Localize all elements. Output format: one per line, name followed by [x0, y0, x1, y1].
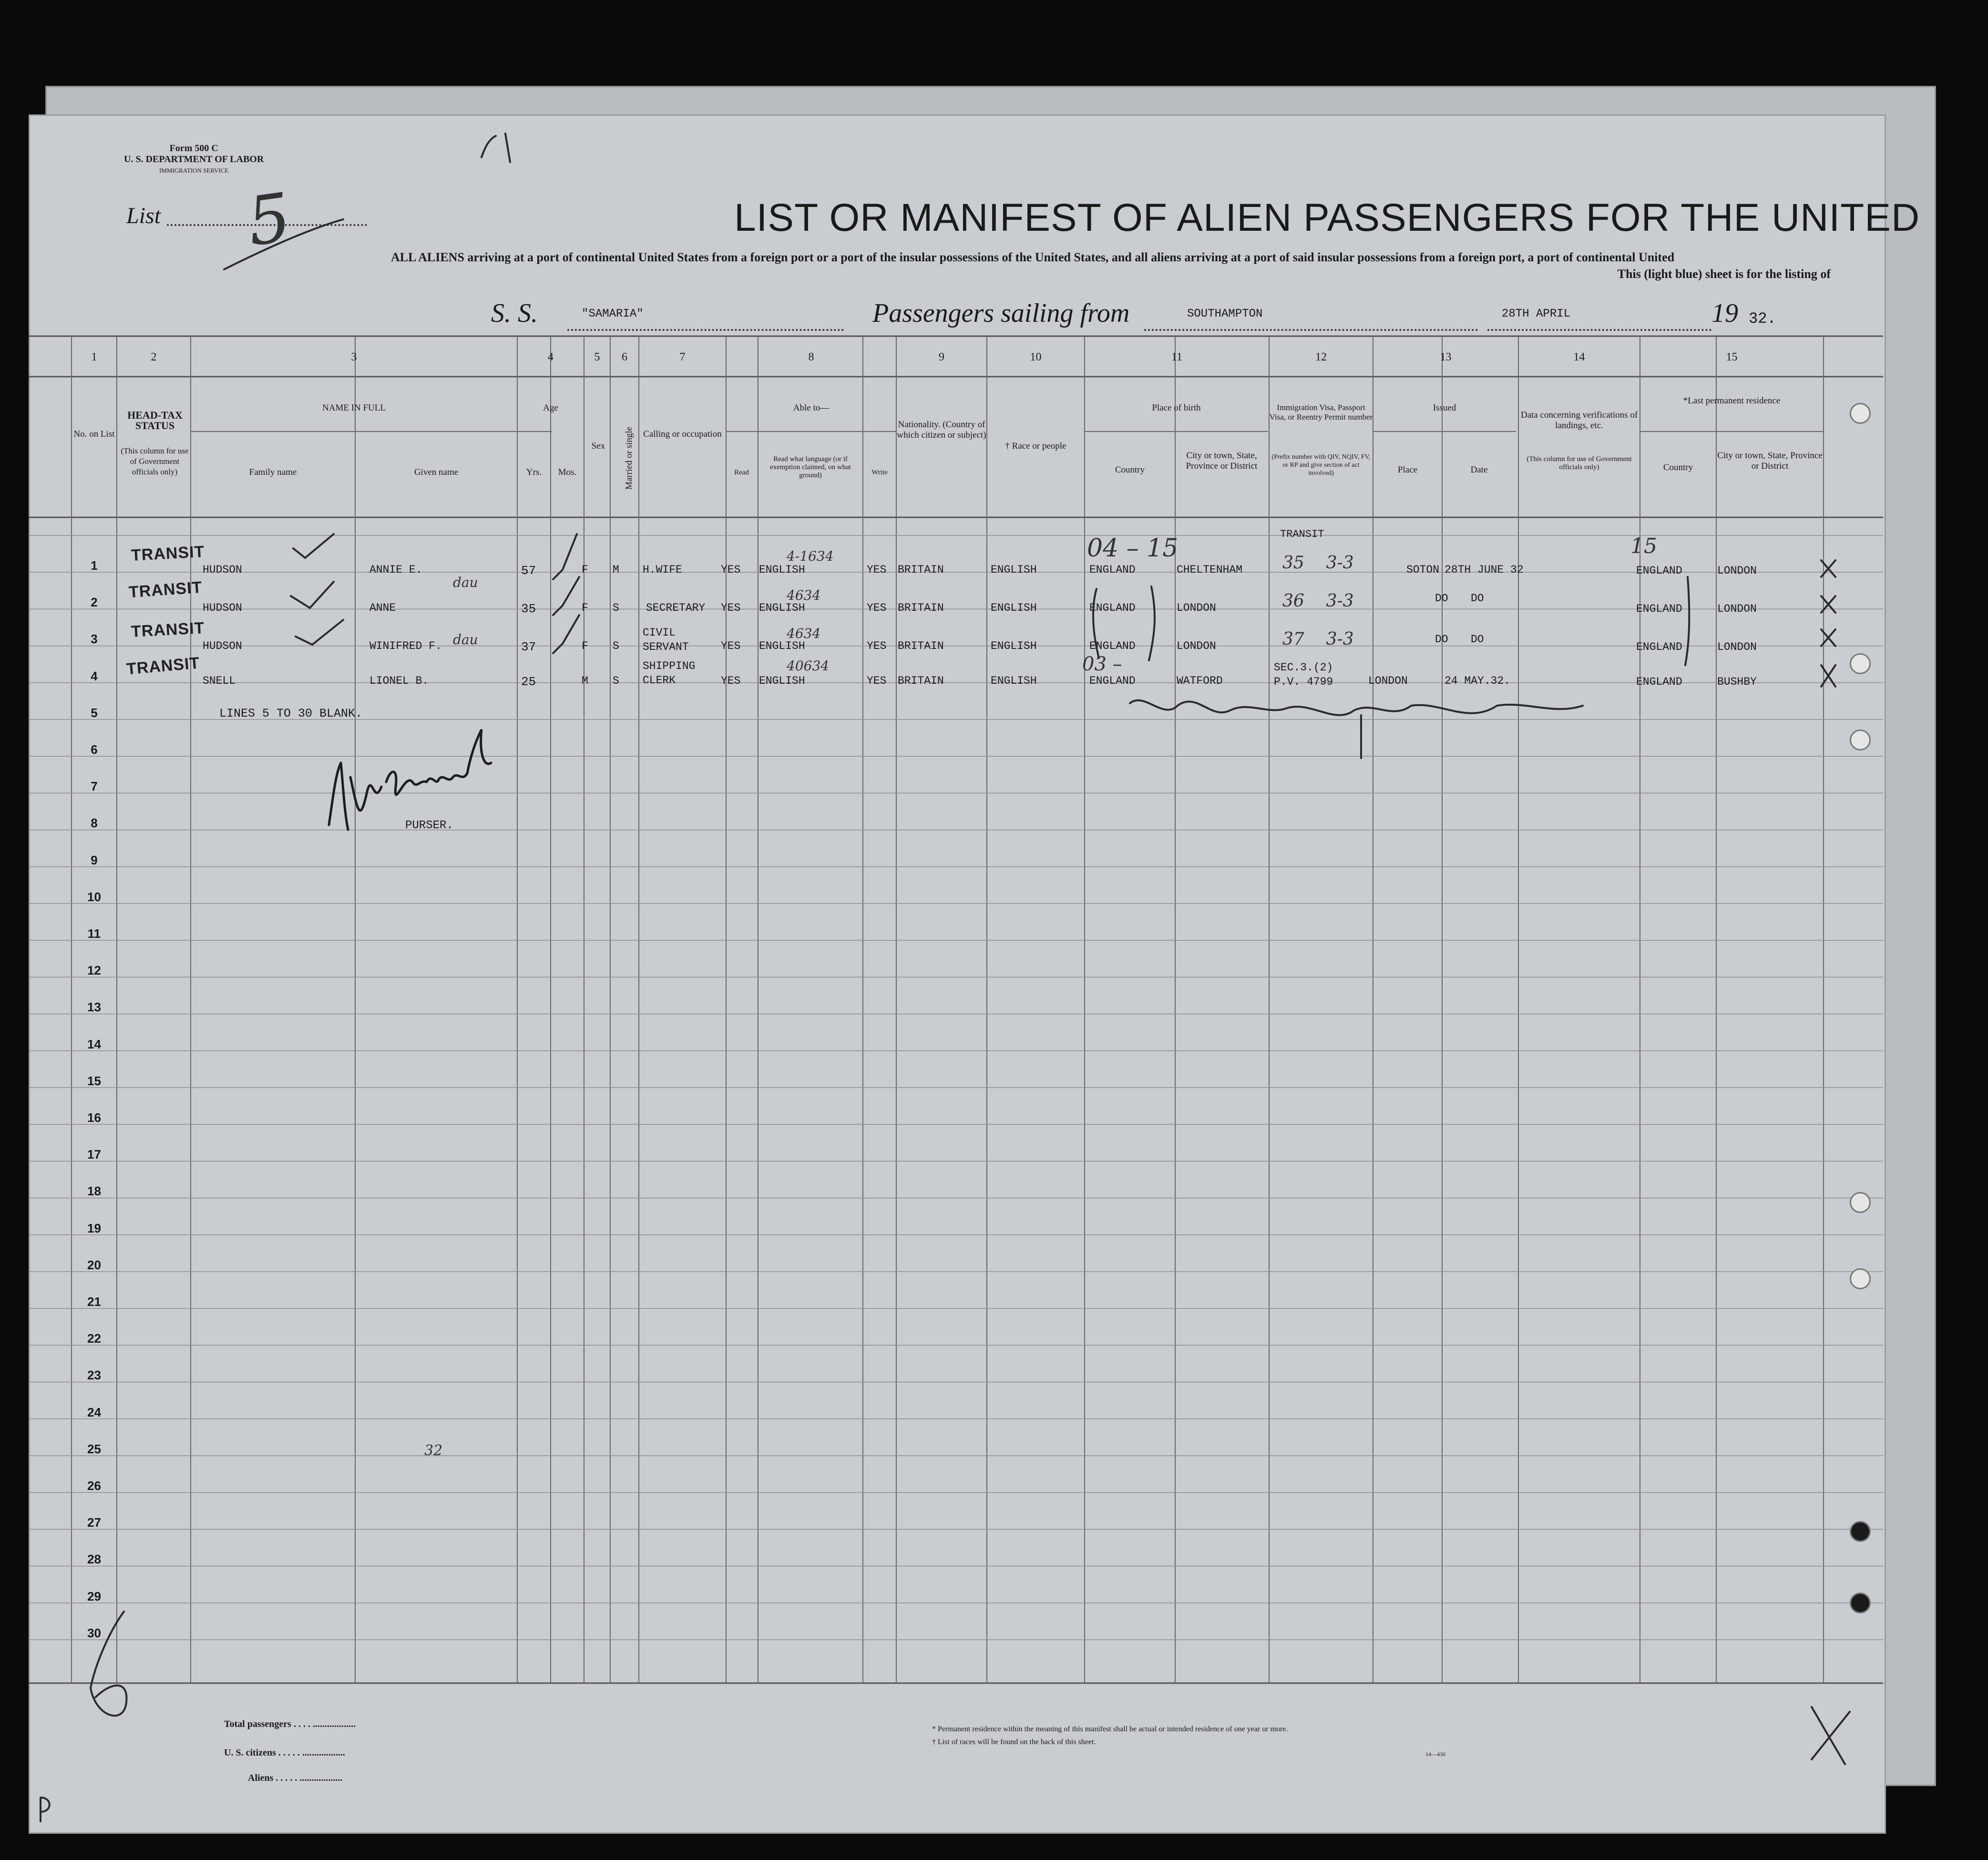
header-head-tax-note: (This column for use of Government officials only) [121, 446, 189, 476]
row-number: 1 [91, 558, 98, 573]
row-number: 25 [87, 1441, 101, 1456]
race: ENGLISH [991, 640, 1037, 652]
column-number: 10 [1030, 351, 1042, 363]
header-race: † Race or people [1005, 441, 1066, 451]
transit-stamp: TRANSIT [131, 618, 205, 641]
handwritten-lang-row2: 4634 [787, 587, 821, 603]
punch-hole [1850, 1521, 1871, 1542]
transit-stamp: TRANSIT [128, 578, 203, 602]
column-number: 5 [594, 351, 600, 363]
row-number: 17 [87, 1147, 101, 1162]
occupation: SHIPPING CLERK [643, 660, 696, 687]
column-number: 7 [679, 351, 686, 363]
header-issued-place: Place [1397, 465, 1418, 475]
column-number: 11 [1171, 351, 1183, 363]
header-no-on-list: No. on List [73, 429, 115, 439]
row-number: 27 [87, 1515, 101, 1530]
row-number: 10 [87, 889, 101, 904]
can-write: YES [867, 564, 887, 576]
visa-number: TRANSIT [1280, 528, 1324, 540]
handwritten-code-row1: 04 – 15 [1087, 534, 1178, 563]
marital-status: S [613, 675, 619, 687]
handwritten-note-row3: dau [453, 632, 478, 647]
birth-city: LONDON [1177, 640, 1216, 652]
row-number: 22 [87, 1331, 101, 1346]
birth-country: ENGLAND [1089, 675, 1136, 687]
list-number: 5 [243, 178, 296, 262]
header-nationality: Nationality. (Country of which citizen or subject) [897, 420, 986, 440]
handwritten-res-code: 15 [1630, 534, 1657, 558]
page-title: LIST OR MANIFEST OF ALIEN PASSENGERS FOR THE UNITED [734, 196, 1920, 239]
transit-stamp: TRANSIT [131, 542, 205, 565]
aliens-label: Aliens [248, 1773, 274, 1783]
row-number: 14 [87, 1037, 101, 1051]
column-number: 1 [91, 351, 97, 363]
given-name: ANNIE E. [369, 564, 422, 576]
column-number: 8 [808, 351, 814, 363]
handwritten-note-row2: dau [453, 575, 478, 590]
residence-country: ENGLAND [1636, 641, 1682, 653]
family-name: HUDSON [203, 602, 242, 614]
race: ENGLISH [991, 602, 1037, 614]
citizens-label: U. S. citizens [224, 1747, 276, 1758]
row-number: 24 [87, 1405, 101, 1419]
column-number: 15 [1726, 351, 1738, 363]
header-sex: Sex [591, 441, 605, 451]
residence-city: BUSHBY [1717, 676, 1757, 688]
header-write: Write [871, 469, 888, 476]
header-issued-date: Date [1470, 465, 1488, 475]
header-read: Read [734, 469, 749, 476]
footer-us-citizens: U. S. citizens . . . . . .................. [224, 1747, 345, 1758]
sex: F [582, 640, 588, 652]
residence-country: ENGLAND [1636, 676, 1682, 688]
subtitle-line-2: This (light blue) sheet is for the listing of [1617, 267, 1831, 281]
issued-date: DO [1471, 633, 1484, 646]
header-res-country: Country [1663, 462, 1693, 473]
nationality: BRITAIN [898, 640, 944, 652]
nationality: BRITAIN [898, 602, 944, 614]
race: ENGLISH [991, 675, 1037, 687]
family-name: HUDSON [203, 640, 242, 652]
header-age: Age [543, 403, 558, 413]
header-family-name: Family name [249, 467, 297, 477]
given-name: ANNE [369, 602, 396, 614]
transit-stamp: TRANSIT [125, 654, 201, 678]
handwritten-mark: 32 [424, 1442, 443, 1459]
family-name: HUDSON [203, 564, 242, 576]
header-data-note: (This column for use of Government officials only) [1527, 455, 1632, 471]
header-birth-city: City or town, State, Province or District [1186, 451, 1258, 471]
footnote-residence: * Permanent residence within the meaning of this manifest shall be actual or intended residence of one year or more. [932, 1725, 1288, 1733]
sex: F [582, 564, 588, 576]
header-calling: Calling or occupation [643, 429, 722, 439]
column-number: 3 [351, 351, 357, 363]
birth-country: ENGLAND [1089, 640, 1136, 652]
age-years: 37 [521, 640, 536, 654]
marital-status: S [613, 640, 619, 652]
form-number: Form 500 C [169, 143, 218, 154]
row-number: 15 [87, 1073, 101, 1088]
can-write: YES [867, 602, 887, 614]
column-number: 4 [548, 351, 553, 363]
ss-label: S. S. [491, 298, 538, 328]
residence-country: ENGLAND [1636, 565, 1682, 577]
header-head-tax: HEAD-TAX STATUS [127, 409, 183, 432]
header-visa-note: (Prefix number with QIV, NQIV, FV, or RP and give section of act involved) [1271, 453, 1371, 477]
header-given-name: Given name [414, 467, 459, 477]
age-years: 35 [521, 602, 536, 616]
column-number: 2 [151, 351, 157, 363]
residence-city: LONDON [1717, 603, 1757, 615]
issued-place: LONDON [1368, 675, 1408, 687]
given-name: LIONEL B. [369, 675, 429, 687]
row-number: 11 [87, 926, 101, 941]
year-suffix: 32. [1749, 310, 1776, 328]
subtitle-line-1: ALL ALIENS arriving at a port of continental United States from a foreign port or a port of the insular possessions of the United States, and all aliens arriving at a port of said insular possessions from a foreign port, a port of continental United [391, 250, 1675, 264]
handwritten-lang-row1: 4-1634 [787, 548, 834, 564]
row-number: 3 [91, 632, 98, 647]
header-visa: Immigration Visa, Passport Visa, or Reentry Permit number [1269, 403, 1373, 421]
row-number: 5 [91, 705, 98, 720]
footer-total-passengers: Total passengers . . . . .................. [224, 1719, 356, 1729]
handwritten-lang-row4: 40634 [787, 658, 830, 674]
language: ENGLISH [759, 602, 805, 614]
row-number: 21 [87, 1295, 101, 1309]
punch-hole [1850, 403, 1871, 424]
sex: F [582, 602, 588, 614]
handwritten-code-row4: 03 – [1082, 653, 1122, 675]
row-number: 28 [87, 1552, 101, 1567]
birth-country: ENGLAND [1089, 602, 1136, 614]
language: ENGLISH [759, 564, 805, 576]
punch-hole [1850, 1268, 1871, 1289]
column-number: 14 [1573, 351, 1585, 363]
residence-city: LONDON [1717, 565, 1757, 577]
ship-name: "SAMARIA" [582, 308, 644, 320]
row-number: 18 [87, 1184, 101, 1199]
row-number: 26 [87, 1479, 101, 1493]
header-read-language: Read what language (or if exemption claimed, on what ground) [770, 455, 851, 479]
service-name: IMMIGRATION SERVICE [159, 167, 229, 174]
occupation: SECRETARY [646, 602, 706, 614]
blank-lines-note: LINES 5 TO 30 BLANK. [219, 707, 363, 720]
handwritten-visa-row2: 36 3-3 [1282, 591, 1354, 611]
punch-hole [1850, 1593, 1871, 1613]
list-label: List [126, 203, 161, 228]
row-number: 20 [87, 1257, 101, 1272]
punch-hole [1850, 1192, 1871, 1213]
birth-city: LONDON [1177, 602, 1216, 614]
header-issued: Issued [1433, 403, 1456, 413]
header-data-landings: Data concerning verifications of landings, etc. [1520, 410, 1638, 431]
can-write: YES [867, 675, 887, 687]
row-number: 19 [87, 1221, 101, 1235]
header-yrs: Yrs. [526, 467, 542, 477]
header-name-in-full: NAME IN FULL [322, 403, 386, 413]
row-number: 2 [91, 595, 98, 610]
punch-hole [1850, 730, 1871, 750]
row-number: 16 [87, 1110, 101, 1125]
issued-place: DO [1435, 633, 1448, 646]
total-label: Total passengers [224, 1719, 291, 1729]
language: ENGLISH [759, 675, 805, 687]
race: ENGLISH [991, 564, 1037, 576]
nationality: BRITAIN [898, 675, 944, 687]
handwritten-visa-row3: 37 3-3 [1282, 629, 1354, 649]
issued-place: DO [1435, 592, 1448, 605]
column-number: 13 [1440, 351, 1452, 363]
header-place-of-birth: Place of birth [1152, 403, 1201, 413]
occupation: CIVIL SERVANT [643, 627, 689, 653]
column-number: 9 [939, 351, 944, 363]
department-name: U. S. DEPARTMENT OF LABOR [124, 154, 264, 164]
birth-country: ENGLAND [1089, 564, 1136, 576]
footer-aliens: Aliens . . . . . .................. [248, 1773, 343, 1783]
issued-date: DO [1471, 592, 1484, 605]
row-number: 23 [87, 1368, 101, 1383]
birth-city: WATFORD [1177, 675, 1223, 687]
issued-date: 24 MAY.32. [1445, 675, 1511, 687]
row-number: 30 [87, 1625, 101, 1640]
row-number: 9 [91, 853, 98, 867]
can-read: YES [721, 564, 741, 576]
year-prefix: 19 [1711, 298, 1738, 328]
row-number: 13 [87, 1000, 101, 1015]
row-number: 6 [91, 742, 98, 757]
footnote-races: † List of races will be found on the back of this sheet. [932, 1738, 1096, 1746]
language: ENGLISH [759, 640, 805, 652]
purser-label: PURSER. [405, 819, 453, 832]
header-last-residence: *Last permanent residence [1683, 396, 1781, 406]
age-years: 25 [521, 675, 536, 689]
can-read: YES [721, 675, 741, 687]
header-able-to: Able to— [793, 403, 830, 413]
given-name: WINIFRED F. [369, 640, 442, 652]
sailing-label: Passengers sailing from [872, 298, 1130, 328]
punch-hole [1850, 653, 1871, 674]
form-code: 14—430 [1425, 1751, 1445, 1757]
can-write: YES [867, 640, 887, 652]
residence-city: LONDON [1717, 641, 1757, 653]
nationality: BRITAIN [898, 564, 944, 576]
row-number: 8 [91, 816, 98, 831]
row-number: 29 [87, 1589, 101, 1603]
age-years: 57 [521, 564, 536, 578]
row-number: 4 [91, 668, 98, 683]
header-res-city: City or town, State, Province or District [1717, 451, 1823, 471]
column-number: 6 [622, 351, 627, 363]
row-number: 12 [87, 963, 101, 978]
header-mos: Mos. [558, 467, 577, 477]
handwritten-lang-row3: 4634 [787, 626, 821, 641]
birth-city: CHELTENHAM [1177, 564, 1243, 576]
can-read: YES [721, 602, 741, 614]
header-married: Married or single [624, 427, 634, 490]
row-number: 7 [91, 779, 98, 794]
issued-place: SOTON [1406, 564, 1440, 576]
departure-port: SOUTHAMPTON [1187, 308, 1263, 320]
handwritten-visa-row1: 35 3-3 [1282, 553, 1354, 573]
marital-status: M [613, 564, 619, 576]
issued-date: 28TH JUNE 32 [1445, 564, 1524, 576]
marital-status: S [613, 602, 619, 614]
sailing-date: 28TH APRIL [1502, 308, 1571, 320]
can-read: YES [721, 640, 741, 652]
occupation: H.WIFE [643, 564, 682, 576]
sex: M [582, 675, 588, 687]
residence-country: ENGLAND [1636, 603, 1682, 615]
column-number: 12 [1315, 351, 1327, 363]
family-name: SNELL [203, 675, 236, 687]
visa-number: SEC.3.(2) P.V. 4799 [1274, 661, 1333, 688]
header-birth-country: Country [1115, 465, 1145, 475]
